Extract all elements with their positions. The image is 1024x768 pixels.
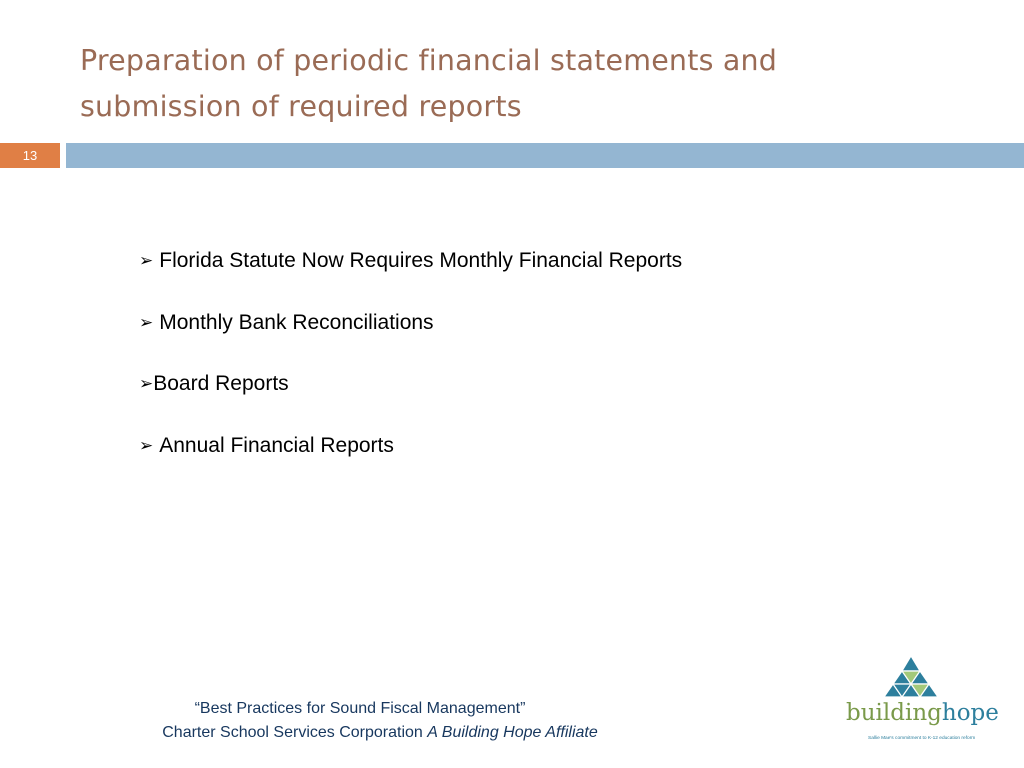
logo-word-hope: hope (941, 700, 999, 726)
logo-tagline: Sallie Mae's commitment to K-12 education reform (868, 736, 976, 741)
logo-wordmark (846, 700, 999, 726)
bullet-item (139, 243, 682, 305)
footer (60, 697, 660, 745)
bullet-item (139, 428, 682, 490)
building-hope-logo (840, 656, 999, 748)
triangle-mosaic-logo-icon (840, 656, 990, 700)
logo-word-building: building (846, 700, 942, 726)
arrow-bullet-icon: ➢ (139, 251, 154, 270)
header-bar (66, 143, 1024, 168)
footer-line-1: “Best Practices for Sound Fiscal Management” (194, 700, 526, 717)
bullet-text: Florida Statute Now Requires Monthly Financial Reports (159, 249, 683, 272)
bullet-text: Monthly Bank Reconciliations (159, 310, 434, 334)
bullet-item (139, 366, 682, 428)
bullet-text: Board Reports (153, 372, 289, 395)
arrow-bullet-icon: ➢ (139, 312, 154, 332)
slide-title-line-1: Preparation of periodic financial statements and (80, 44, 778, 77)
bullet-list (139, 243, 682, 489)
bullet-text: Annual Financial Reports (159, 433, 394, 457)
footer-line-2 (60, 721, 660, 745)
arrow-bullet-icon: ➢ (139, 374, 154, 393)
slide-title-line-2: submission of required reports (80, 90, 522, 123)
footer-affiliate: A Building Hope Affiliate (427, 724, 598, 741)
bullet-item (139, 305, 682, 367)
slide-number: 13 (0, 143, 60, 168)
slide-title (80, 38, 980, 130)
arrow-bullet-icon: ➢ (139, 435, 154, 455)
footer-company: Charter School Services Corporation (162, 724, 428, 741)
